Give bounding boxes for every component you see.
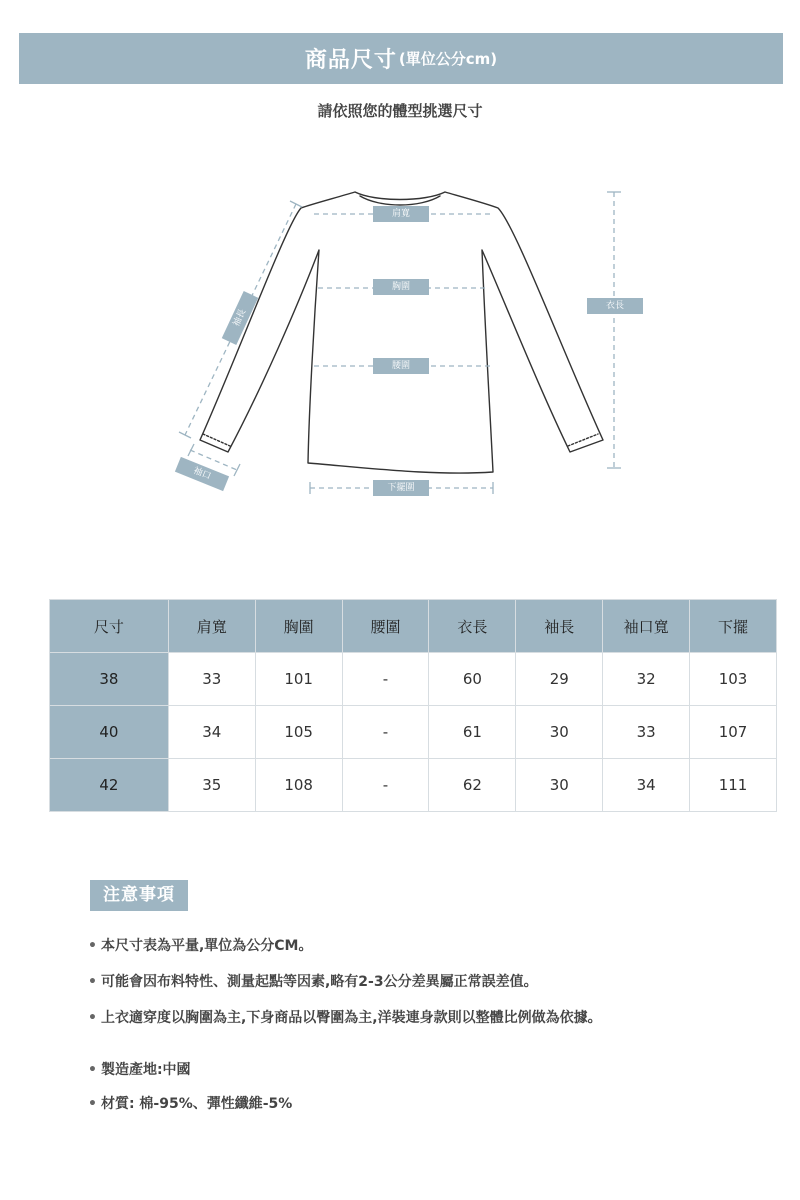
subtitle: 請依照您的體型挑選尺寸 [317,102,483,120]
table-cell: 34 [603,759,690,812]
list-item [88,1058,788,1092]
bullet: • [88,938,97,954]
table-cell: 60 [429,653,516,706]
table-cell: 29 [516,653,603,706]
bullet: • [88,974,97,990]
notice-text: 可能會因布料特性、測量起點等因素,略有2-3公分差異屬正常誤差值。 [100,974,538,990]
header-size: 尺寸 [50,600,169,653]
label-waist: 腰圍 [373,358,429,374]
table-row [50,706,777,759]
table-cell: 30 [516,706,603,759]
list-item [88,1006,788,1042]
table-cell: - [342,706,429,759]
product-details [88,1058,788,1126]
table-cell: 62 [429,759,516,812]
table-cell: 107 [690,706,777,759]
table-row [50,653,777,706]
page-title: 商品尺寸 [304,48,397,73]
label-hem: 下擺圍 [373,480,429,496]
table-cell: 35 [168,759,255,812]
bullet: • [88,1010,97,1026]
header-chest: 胸圍 [255,600,342,653]
label-sleeve: 袖長 [222,291,258,345]
table-cell: 61 [429,706,516,759]
header-length: 衣長 [429,600,516,653]
header-hem: 下擺 [690,600,777,653]
bullet: • [88,1096,97,1112]
notice-list [88,934,788,1042]
header-sleeve: 袖長 [516,600,603,653]
size-cell: 42 [50,759,169,812]
size-table [49,599,777,812]
table-header-row [50,600,777,653]
table-cell: 33 [168,653,255,706]
list-item [88,970,788,1006]
bullet: • [88,1062,97,1078]
table-cell: 105 [255,706,342,759]
origin-text: 製造產地:中國 [100,1062,191,1078]
table-cell: - [342,759,429,812]
label-length: 衣長 [587,298,643,314]
table-cell: - [342,653,429,706]
notice-heading: 注意事項 [90,880,188,911]
header-waist: 腰圍 [342,600,429,653]
header-shoulder: 肩寬 [168,600,255,653]
notice-text: 上衣適穿度以胸圍為主,下身商品以臀圍為主,洋裝連身款則以整體比例做為依據。 [100,1010,602,1026]
title-bar [19,33,783,84]
size-cell: 38 [50,653,169,706]
table-cell: 30 [516,759,603,812]
label-chest: 胸圍 [373,279,429,295]
header-cuff: 袖口寬 [603,600,690,653]
table-cell: 111 [690,759,777,812]
table-cell: 34 [168,706,255,759]
table-cell: 108 [255,759,342,812]
table-cell: 32 [603,653,690,706]
notice-text: 本尺寸表為平量,單位為公分CM。 [100,938,313,954]
table-row [50,759,777,812]
table-cell: 101 [255,653,342,706]
table-cell: 103 [690,653,777,706]
list-item [88,1092,788,1126]
label-shoulder: 肩寬 [373,206,429,222]
table-cell: 33 [603,706,690,759]
list-item [88,934,788,970]
material-text: 材質: 棉-95%、彈性纖維-5% [100,1096,293,1112]
garment-diagram [0,150,800,530]
title-unit: (單位公分cm) [398,50,498,68]
label-cuff: 袖口 [175,457,229,491]
size-cell: 40 [50,706,169,759]
